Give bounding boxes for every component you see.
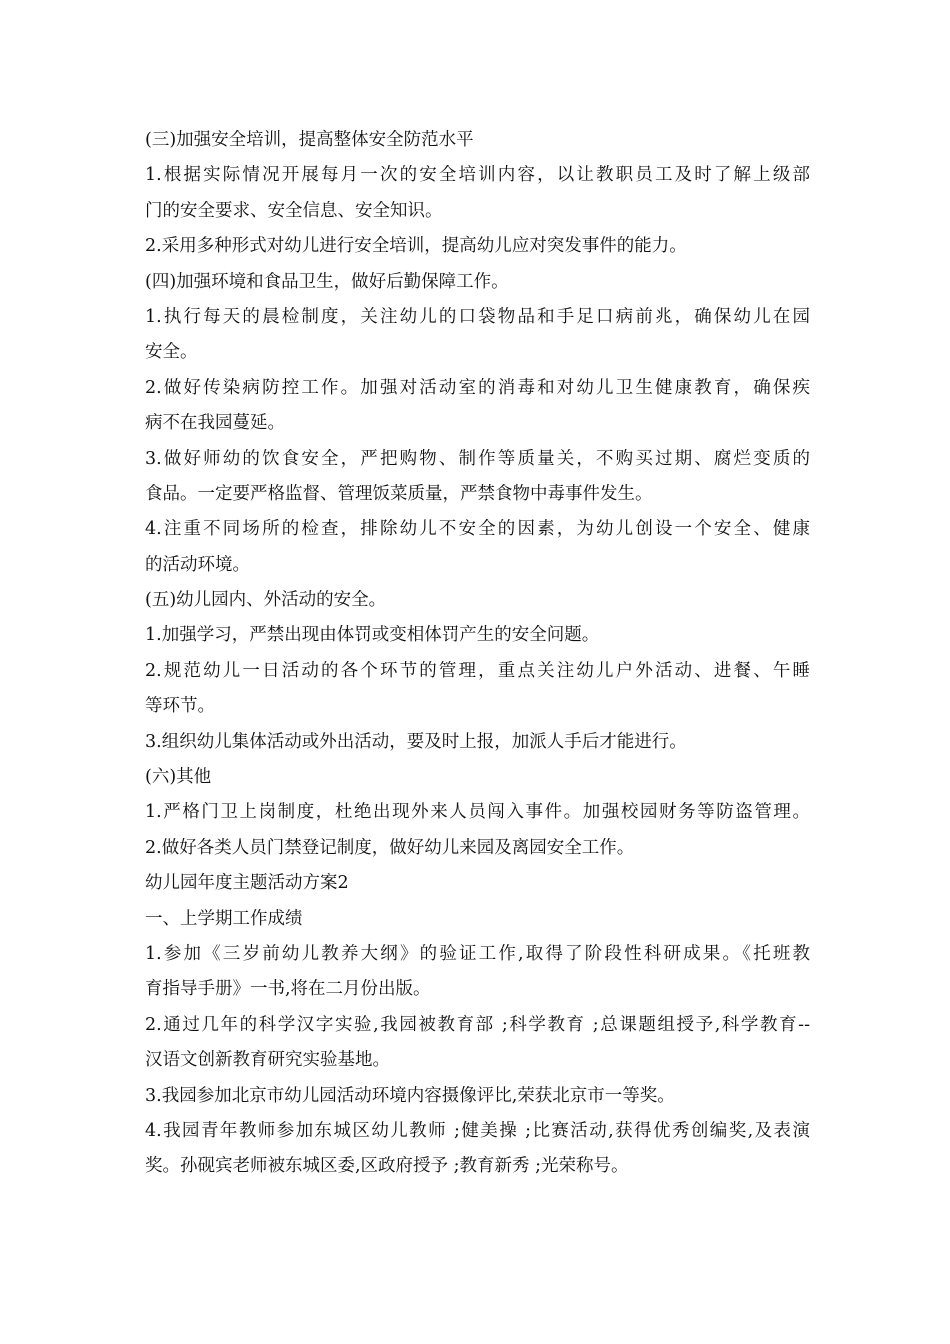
text-line: (四)加强环境和食品卫生，做好后勤保障工作。 — [145, 271, 509, 292]
text-line: 1.执行每天的晨检制度，关注幼儿的口袋物品和手足口病前兆，确保幼儿在园 — [145, 306, 810, 327]
text-line: 3.我园参加北京市幼儿园活动环境内容摄像评比,荣获北京市一等奖。 — [145, 1085, 675, 1106]
text-line: 2.做好各类人员门禁登记制度，做好幼儿来园及离园安全工作。 — [145, 837, 635, 858]
text-line: 1.根据实际情况开展每月一次的安全培训内容，以让教职员工及时了解上级部 — [145, 165, 810, 186]
text-line: 4.注重不同场所的检查，排除幼儿不安全的因素，为幼儿创设一个安全、健康 — [145, 519, 810, 540]
text-line: 3.做好师幼的饮食安全，严把购物、制作等质量关，不购买过期、腐烂变质的 — [145, 448, 810, 469]
text-line: 1.严格门卫上岗制度，杜绝出现外来人员闯入事件。加强校园财务等防盗管理。 — [145, 802, 810, 823]
text-line: 3.组织幼儿集体活动或外出活动，要及时上报，加派人手后才能进行。 — [145, 731, 687, 752]
text-line: 门的安全要求、安全信息、安全知识。 — [145, 200, 443, 221]
text-line: 1.参加《三岁前幼儿教养大纲》的验证工作,取得了阶段性科研成果。《托班教 — [145, 943, 810, 964]
text-line: (五)幼儿园内、外活动的安全。 — [145, 590, 387, 611]
text-line: 育指导手册》一书,将在二月份出版。 — [145, 979, 431, 1000]
text-line: 奖。孙砚宾老师被东城区委,区政府授予 ;教育新秀 ;光荣称号。 — [145, 1156, 629, 1177]
text-line: 4.我园青年教师参加东城区幼儿教师 ;健美操 ;比赛活动,获得优秀创编奖,及表演 — [145, 1120, 810, 1141]
document-body — [145, 123, 810, 1185]
text-line: 汉语文创新教育研究实验基地。 — [145, 1050, 390, 1071]
text-line: (六)其他 — [145, 767, 212, 788]
text-line: 幼儿园年度主题活动方案2 — [145, 873, 349, 894]
text-line: (三)加强安全培训，提高整体安全防范水平 — [145, 130, 474, 150]
text-line: 等环节。 — [145, 696, 215, 717]
text-line: 2.做好传染病防控工作。加强对活动室的消毒和对幼儿卫生健康教育，确保疾 — [145, 377, 810, 398]
text-line: 2.通过几年的科学汉字实验,我园被教育部 ;科学教育 ;总课题组授予,科学教育-- — [145, 1014, 810, 1035]
text-line: 1.加强学习，严禁出现由体罚或变相体罚产生的安全问题。 — [145, 625, 600, 646]
text-line: 2.规范幼儿一日活动的各个环节的管理，重点关注幼儿户外活动、进餐、午睡 — [145, 660, 810, 681]
text-line: 病不在我园蔓延。 — [145, 413, 285, 434]
text-line: 2.采用多种形式对幼儿进行安全培训，提高幼儿应对突发事件的能力。 — [145, 236, 687, 257]
text-line: 食品。一定要严格监督、管理饭菜质量，严禁食物中毒事件发生。 — [145, 483, 653, 504]
text-line: 一、上学期工作成绩 — [145, 908, 303, 929]
text-line: 的活动环境。 — [145, 554, 250, 575]
text-line: 安全。 — [145, 342, 198, 363]
